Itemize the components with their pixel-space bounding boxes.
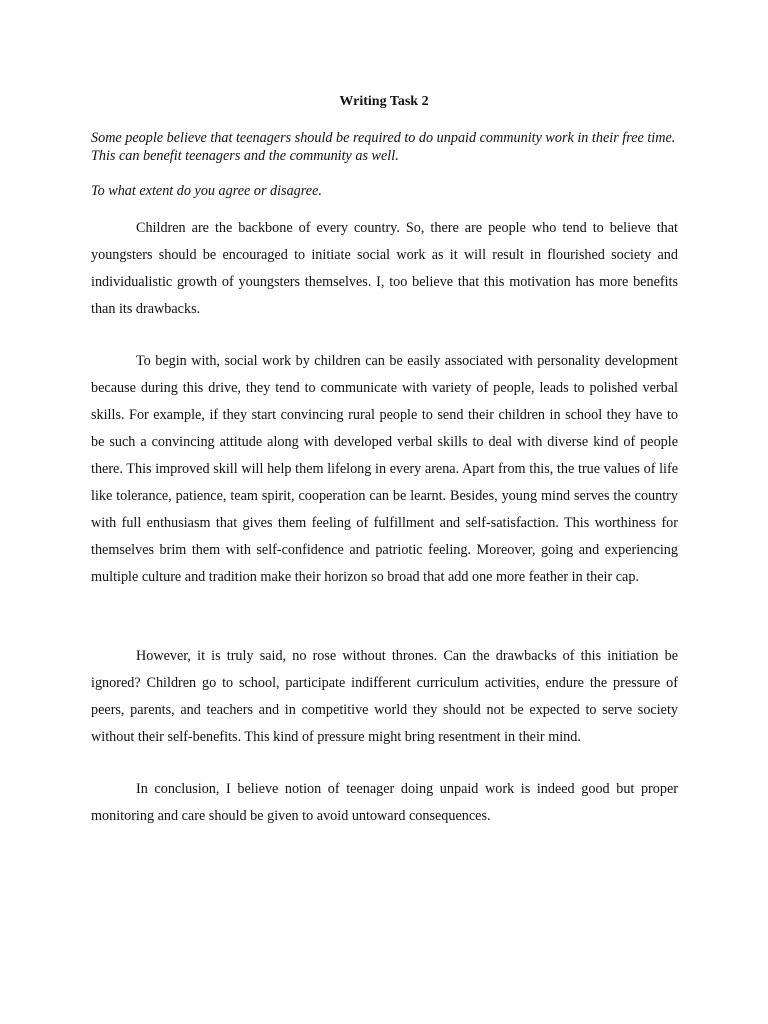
essay-paragraph-conclusion: In conclusion, I believe notion of teenager doing unpaid work is indeed good but proper monitoring and care should be given to avoid untoward consequences. xyxy=(91,781,678,824)
task-prompt-statement: Some people believe that teenagers should be required to do unpaid community work in their free time. This can benefit teenagers and the community as well. xyxy=(91,130,676,164)
task-prompt-question: To what extent do you agree or disagree. xyxy=(91,183,322,199)
document-title: Writing Task 2 xyxy=(339,94,429,109)
essay-paragraph-body-2: However, it is truly said, no rose without thrones. Can the drawbacks of this initiation be ignored? Children go to school, participate indifferent curriculum activities, endure the pressure of peers, parents, and teachers and in competitive world they should not be expected to serve society without their self-benefits. This kind of pressure might bring resentment in their mind. xyxy=(91,648,678,745)
essay-paragraph-introduction: Children are the backbone of every country. So, there are people who tend to believe that youngsters should be encouraged to initiate social work as it will result in flourished society and individualistic growth of youngsters themselves. I, too believe that this motivation has more benefits than its drawbacks. xyxy=(91,220,678,317)
essay-paragraph-body-1: To begin with, social work by children can be easily associated with personality development because during this drive, they tend to communicate with variety of people, leads to polished verbal skills. For example, if they start convincing rural people to send their children in school they have to be such a convincing attitude along with developed verbal skills to deal with diverse kind of people there. This improved skill will help them lifelong in every arena. Apart from this, the true values of life like tolerance, patience, team spirit, cooperation can be learnt. Besides, young mind serves the country with full enthusiasm that gives them feeling of fulfillment and self-satisfaction. This worthiness for themselves brim them with self-confidence and patriotic feeling. Moreover, going and experiencing multiple culture and tradition make their horizon so broad that add one more feather in their cap. xyxy=(91,353,678,585)
